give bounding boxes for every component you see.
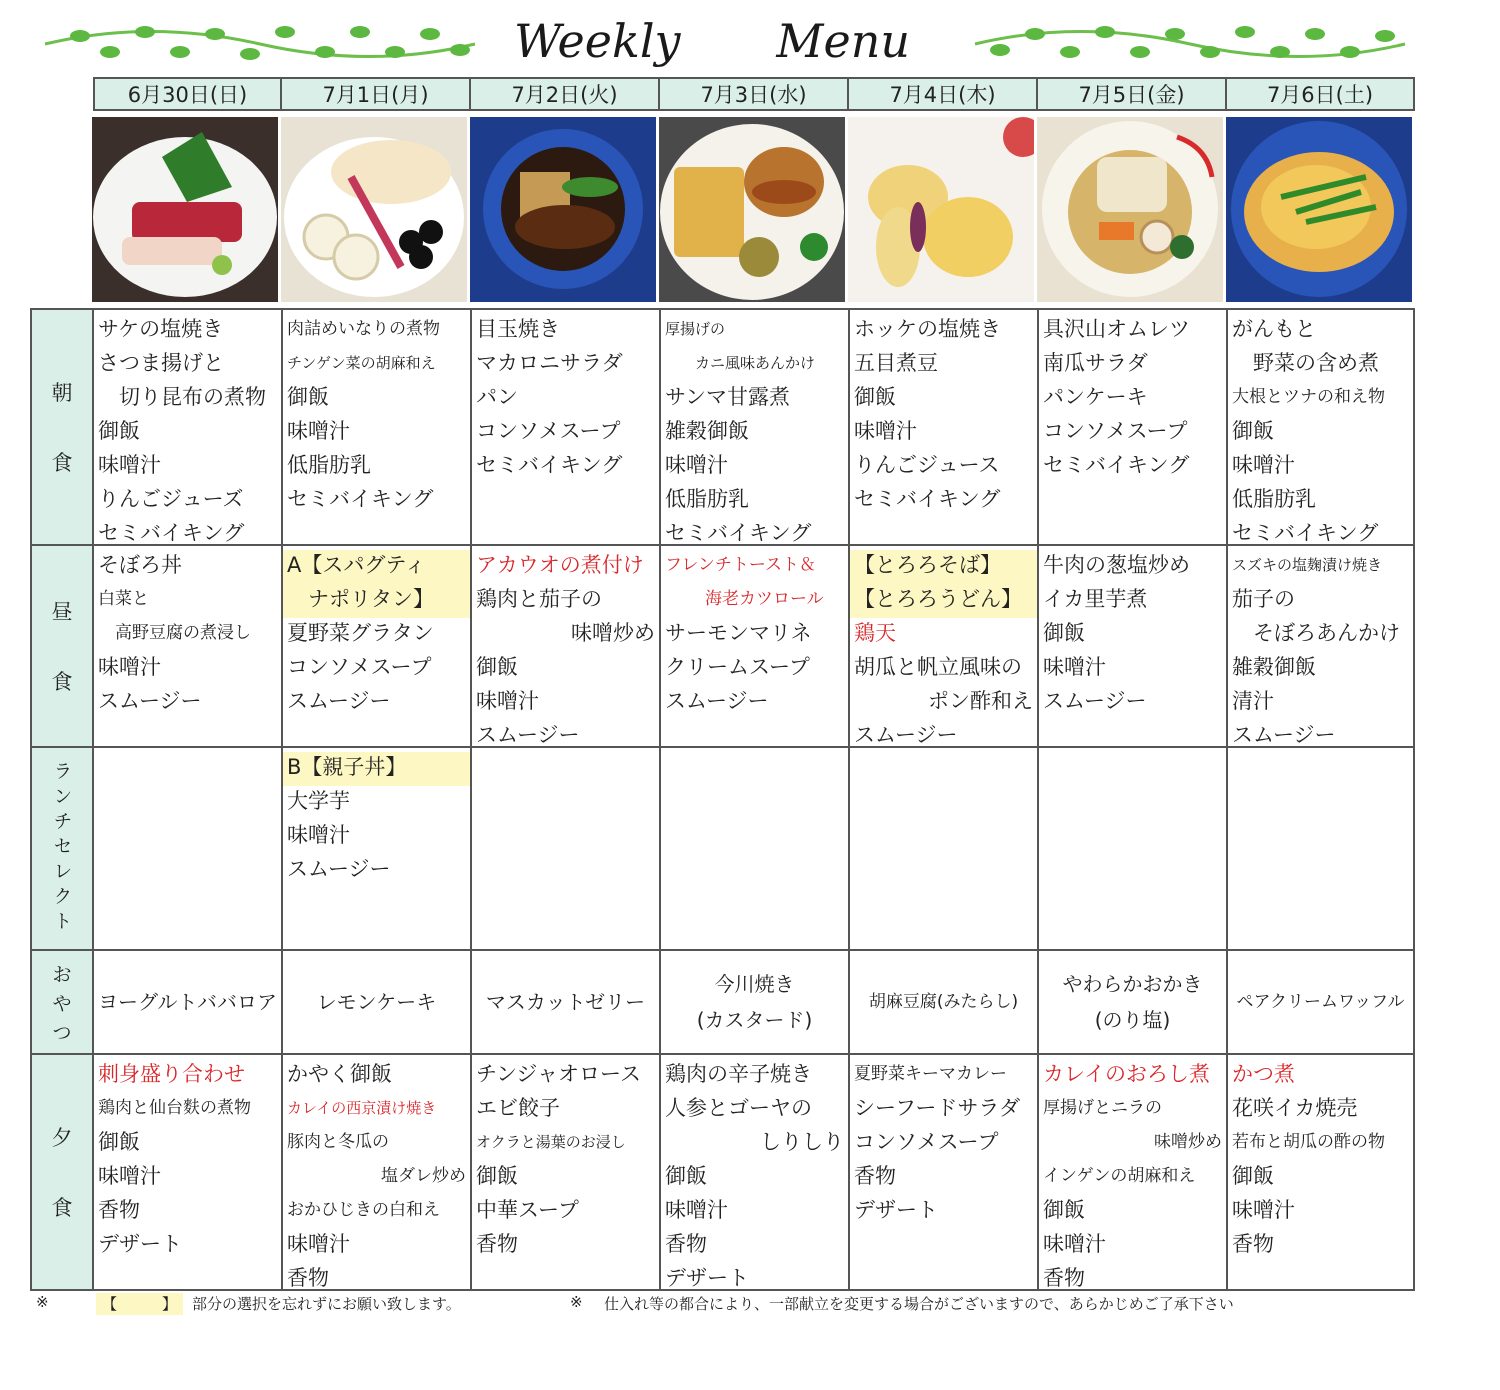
menu-item: 夏野菜キーマカレー	[854, 1064, 1007, 1084]
menu-item: 切り昆布の煮物	[98, 385, 266, 409]
snack-item: ペアクリームワッフル	[1236, 992, 1405, 1012]
dinner-cell-6	[1039, 1055, 1226, 1289]
menu-item: 香物	[287, 1266, 329, 1289]
menu-item: 御飯	[854, 385, 896, 409]
snack-item: 今川焼き	[714, 972, 795, 996]
snack-cell-2	[283, 951, 470, 1053]
photo-simmered-tofu	[1037, 117, 1223, 302]
day-header-7: 7月6日(土)	[1227, 77, 1415, 111]
menu-item: サーモンマリネ	[665, 621, 812, 645]
menu-item: 御飯	[1232, 1164, 1274, 1188]
menu-item: コンソメスープ	[1043, 419, 1188, 443]
footer-mark-1: ※	[36, 1293, 49, 1311]
menu-item: しりしり	[760, 1130, 844, 1154]
lunch-select-udon: 【とろろうどん】	[850, 584, 1037, 618]
menu-item: スズキの塩麹漬け焼き	[1232, 556, 1383, 574]
menu-item: 味噌炒め	[1154, 1132, 1222, 1152]
row-label-snack-1: お	[52, 963, 72, 986]
menu-item: 豚肉と冬瓜の	[287, 1132, 389, 1152]
menu-item: 味噌汁	[1043, 655, 1106, 679]
menu-item: 味噌汁	[665, 1198, 728, 1222]
lunch-cell-5	[850, 546, 1037, 746]
photo-tempura	[848, 117, 1034, 302]
menu-item-featured: アカウオの煮付け	[476, 553, 644, 577]
menu-item: 味噌汁	[1232, 1198, 1295, 1222]
title-word-menu: Menu	[776, 14, 910, 68]
menu-item: 味噌汁	[98, 1164, 161, 1188]
menu-item: 味噌汁	[98, 655, 161, 679]
menu-item: オクラと湯葉のお浸し	[476, 1133, 626, 1151]
menu-item: サンマ甘露煮	[665, 385, 790, 409]
vine-decoration-right	[970, 14, 1410, 74]
menu-item: 中華スープ	[476, 1198, 579, 1222]
menu-item: 夏野菜グラタン	[287, 621, 434, 645]
menu-item: 香物	[476, 1232, 518, 1256]
menu-item: そぼろ丼	[98, 553, 182, 577]
menu-item: 具沢山オムレツ	[1043, 317, 1190, 341]
day-header-1: 6月30日(日)	[93, 77, 282, 111]
snack-cell-3	[472, 951, 659, 1053]
menu-item: 野菜の含め煮	[1232, 351, 1379, 375]
menu-item: スムージー	[287, 689, 391, 713]
footer-note-2: 仕入れ等の都合により、一部献立を変更する場合がございますので、あらかじめご了承下さい	[604, 1295, 1234, 1313]
lunch-select-b: B【親子丼】	[283, 752, 470, 786]
menu-item: 低脂肪乳	[1232, 487, 1316, 511]
photo-simmered-fish	[470, 117, 656, 302]
snack-item: 胡麻豆腐(みたらし)	[868, 992, 1019, 1012]
dinner-cell-3	[472, 1055, 659, 1289]
footer-note-1: 部分の選択を忘れずにお願い致します。	[192, 1295, 461, 1313]
lunch-select-a-line-2: ナポリタン】	[283, 584, 470, 618]
snack-cell-7	[1228, 951, 1413, 1053]
snack-cell-6	[1039, 951, 1226, 1053]
menu-item: 雑穀御飯	[665, 419, 749, 443]
vine-decoration-left	[40, 14, 480, 74]
menu-item: 目玉焼き	[476, 317, 560, 341]
menu-item: 高野豆腐の煮浸し	[98, 623, 251, 643]
menu-item: デザート	[98, 1232, 182, 1256]
menu-item: セミバイキング	[854, 487, 1001, 511]
menu-item-featured: フレンチトースト＆	[665, 555, 817, 575]
row-label-dinner-1: 夕	[51, 1126, 73, 1150]
menu-item: コンソメスープ	[476, 419, 621, 443]
menu-item: 大根とツナの和え物	[1232, 387, 1385, 407]
row-label-lunch-1: 昼	[51, 600, 73, 624]
row-label-breakfast-1: 朝	[51, 381, 73, 405]
photo-french-toast	[659, 117, 845, 302]
menu-item: がんもと	[1232, 317, 1316, 341]
menu-item: 味噌汁	[287, 1232, 350, 1256]
menu-item: 厚揚げとニラの	[1043, 1098, 1162, 1118]
menu-item: 大学芋	[287, 789, 350, 813]
menu-item: エビ餃子	[476, 1096, 560, 1120]
menu-item: かやく御飯	[287, 1062, 392, 1086]
menu-item-featured: 刺身盛り合わせ	[98, 1062, 245, 1086]
menu-item: 味噌汁	[1043, 1232, 1106, 1256]
menu-item: 鶏肉と仙台麩の煮物	[98, 1098, 251, 1118]
menu-item: パン	[476, 385, 518, 409]
menu-item: チンジャオロース	[476, 1062, 641, 1086]
footer-bracket-sample	[96, 1293, 183, 1314]
breakfast-cell-6	[1039, 310, 1226, 544]
snack-cell-1	[94, 951, 281, 1053]
lunch-cell-3	[472, 546, 659, 746]
menu-item: 味噌汁	[476, 689, 539, 713]
snack-item-detail: (のり塩)	[1094, 1008, 1171, 1032]
menu-item: 雑穀御飯	[1232, 655, 1316, 679]
menu-item: 胡瓜と帆立風味の	[854, 655, 1022, 679]
menu-item: さつま揚げと	[98, 351, 224, 375]
dinner-cell-1	[94, 1055, 281, 1289]
dinner-cell-4	[661, 1055, 848, 1289]
footer-mark-2: ※	[570, 1293, 583, 1311]
menu-item: 香物	[98, 1198, 140, 1222]
snack-item: やわらかおかき	[1062, 972, 1203, 996]
menu-item-featured: 鶏天	[854, 621, 896, 645]
menu-item: おかひじきの白和え	[287, 1200, 440, 1220]
menu-item: 低脂肪乳	[665, 487, 749, 511]
menu-item: ポン酢和え	[928, 689, 1033, 713]
day-header-4: 7月3日(水)	[660, 77, 849, 111]
grid-row-divider-2	[30, 746, 1415, 748]
day-header-5: 7月4日(木)	[849, 77, 1038, 111]
menu-item: ホッケの塩焼き	[854, 317, 1001, 341]
menu-item: コンソメスープ	[854, 1130, 999, 1154]
menu-item: サケの塩焼き	[98, 317, 224, 341]
menu-item: デザート	[665, 1266, 749, 1289]
menu-item: 茄子の	[1232, 587, 1295, 611]
menu-item: シーフードサラダ	[854, 1096, 1021, 1120]
menu-item: 味噌汁	[854, 419, 917, 443]
menu-item: パンケーキ	[1043, 385, 1148, 409]
menu-item: 味噌汁	[98, 453, 161, 477]
menu-item: 低脂肪乳	[287, 453, 371, 477]
breakfast-cell-4	[661, 310, 848, 544]
footer-bracket: 【 】	[96, 1293, 183, 1315]
menu-item: カニ風味あんかけ	[665, 354, 816, 372]
photo-cheese-gratin	[1226, 117, 1412, 302]
menu-item: クリームスープ	[665, 655, 810, 679]
row-label-snack-3: つ	[52, 1021, 72, 1044]
lunch-cell-2	[283, 546, 470, 746]
menu-item: 御飯	[1043, 621, 1085, 645]
grid-bottom-border	[30, 1289, 1415, 1291]
breakfast-cell-7	[1228, 310, 1413, 544]
menu-item: 御飯	[287, 385, 329, 409]
menu-item: セミバイキング	[98, 521, 245, 544]
menu-item: セミバイキング	[1232, 521, 1379, 544]
menu-item: 花咲イカ焼売	[1232, 1096, 1358, 1120]
breakfast-cell-2	[283, 310, 470, 544]
dinner-cell-5	[850, 1055, 1037, 1289]
lunch-cell-7	[1228, 546, 1413, 746]
menu-item: 御飯	[1043, 1198, 1085, 1222]
menu-item: 五目煮豆	[854, 351, 938, 375]
photo-sashimi-plate	[92, 117, 278, 302]
day-header-3: 7月2日(火)	[471, 77, 660, 111]
menu-item: 若布と胡瓜の酢の物	[1232, 1132, 1385, 1152]
menu-item: セミバイキング	[1043, 453, 1190, 477]
menu-item: 人参とゴーヤの	[665, 1096, 812, 1120]
menu-item: スムージー	[854, 723, 958, 746]
menu-item: りんごジュース	[854, 453, 1000, 477]
menu-item: 香物	[1232, 1232, 1274, 1256]
menu-item: スムージー	[1232, 723, 1336, 746]
menu-item: 御飯	[476, 655, 518, 679]
menu-item: りんごジューズ	[98, 487, 244, 511]
menu-item: スムージー	[665, 689, 769, 713]
row-label-breakfast-2: 食	[51, 451, 73, 475]
menu-item: 味噌炒め	[571, 621, 655, 645]
snack-item: ヨーグルトババロア	[98, 990, 277, 1014]
menu-item: 味噌汁	[287, 419, 350, 443]
menu-item: 清汁	[1232, 689, 1274, 713]
menu-item: デザート	[854, 1198, 938, 1222]
menu-item: チンゲン菜の胡麻和え	[287, 354, 436, 372]
menu-item: 香物	[1043, 1266, 1085, 1289]
menu-item: 厚揚げの	[665, 320, 726, 338]
row-label-lunch-select	[31, 748, 93, 949]
row-label-snack-2: や	[52, 992, 72, 1015]
day-header-2: 7月1日(月)	[282, 77, 471, 111]
menu-item: 鶏肉の辛子焼き	[665, 1062, 812, 1086]
menu-item: セミバイキング	[665, 521, 812, 544]
lunch-cell-1	[94, 546, 281, 746]
menu-item: 御飯	[476, 1164, 518, 1188]
title-word-weekly: Weekly	[514, 14, 681, 68]
breakfast-cell-3	[472, 310, 659, 544]
menu-item: スムージー	[98, 689, 202, 713]
row-label-dinner-2: 食	[51, 1196, 73, 1220]
menu-item: インゲンの胡麻和え	[1043, 1166, 1196, 1186]
lunch-select-cell-2	[283, 748, 470, 949]
menu-item-featured: カレイのおろし煮	[1043, 1062, 1210, 1086]
menu-item: セミバイキング	[287, 487, 434, 511]
menu-item: 塩ダレ炒め	[381, 1166, 466, 1186]
menu-item: 味噌汁	[1232, 453, 1295, 477]
menu-item: 御飯	[665, 1164, 707, 1188]
dinner-cell-2	[283, 1055, 470, 1289]
grid-right-border	[1413, 309, 1415, 1291]
menu-item: 南瓜サラダ	[1043, 351, 1148, 375]
snack-cell-4	[661, 951, 848, 1053]
menu-item: コンソメスープ	[287, 655, 432, 679]
lunch-cell-4	[661, 546, 848, 746]
menu-item: 御飯	[1232, 419, 1274, 443]
menu-item: 白菜と	[98, 589, 149, 609]
menu-item: 御飯	[98, 1130, 140, 1154]
row-label-breakfast	[31, 310, 93, 544]
menu-item-featured: 海老カツロール	[705, 589, 824, 609]
menu-item-featured: カレイの西京漬け焼き	[287, 1099, 437, 1117]
menu-item-featured: かつ煮	[1232, 1062, 1295, 1086]
row-label-lunch	[31, 546, 93, 746]
menu-item: スムージー	[476, 723, 580, 746]
breakfast-cell-5	[850, 310, 1037, 544]
snack-item-detail: (カスタード)	[696, 1008, 813, 1032]
lunch-select-soba: 【とろろそば】	[850, 550, 1037, 584]
row-label-dinner	[31, 1055, 93, 1289]
menu-item: 香物	[854, 1164, 896, 1188]
menu-item: 味噌汁	[665, 453, 728, 477]
row-label-lunch-select-text: ランチセレクト	[50, 761, 73, 936]
lunch-cell-6	[1039, 546, 1226, 746]
menu-item: イカ里芋煮	[1043, 587, 1148, 611]
menu-item: セミバイキング	[476, 453, 623, 477]
menu-item: マカロニサラダ	[476, 351, 623, 375]
lunch-select-a-line-1: A【スパグティ	[283, 550, 470, 584]
day-header-6: 7月5日(金)	[1038, 77, 1227, 111]
menu-item: スムージー	[287, 857, 391, 881]
menu-item: 御飯	[98, 419, 140, 443]
menu-item: 味噌汁	[287, 823, 350, 847]
snack-item: マスカットゼリー	[485, 990, 646, 1014]
menu-item: 牛肉の葱塩炒め	[1043, 553, 1190, 577]
photo-fish-lotus	[281, 117, 467, 302]
dinner-cell-7	[1228, 1055, 1413, 1289]
breakfast-cell-1	[94, 310, 281, 544]
menu-item: そぼろあんかけ	[1232, 621, 1400, 645]
snack-item: レモンケーキ	[316, 990, 437, 1014]
menu-item: スムージー	[1043, 689, 1147, 713]
row-label-snack	[31, 951, 93, 1053]
menu-item: 肉詰めいなりの煮物	[287, 319, 440, 339]
snack-cell-5	[850, 951, 1037, 1053]
page-title	[490, 14, 960, 76]
row-label-lunch-2: 食	[51, 670, 73, 694]
menu-item: 香物	[665, 1232, 707, 1256]
menu-item: 鶏肉と茄子の	[476, 587, 602, 611]
